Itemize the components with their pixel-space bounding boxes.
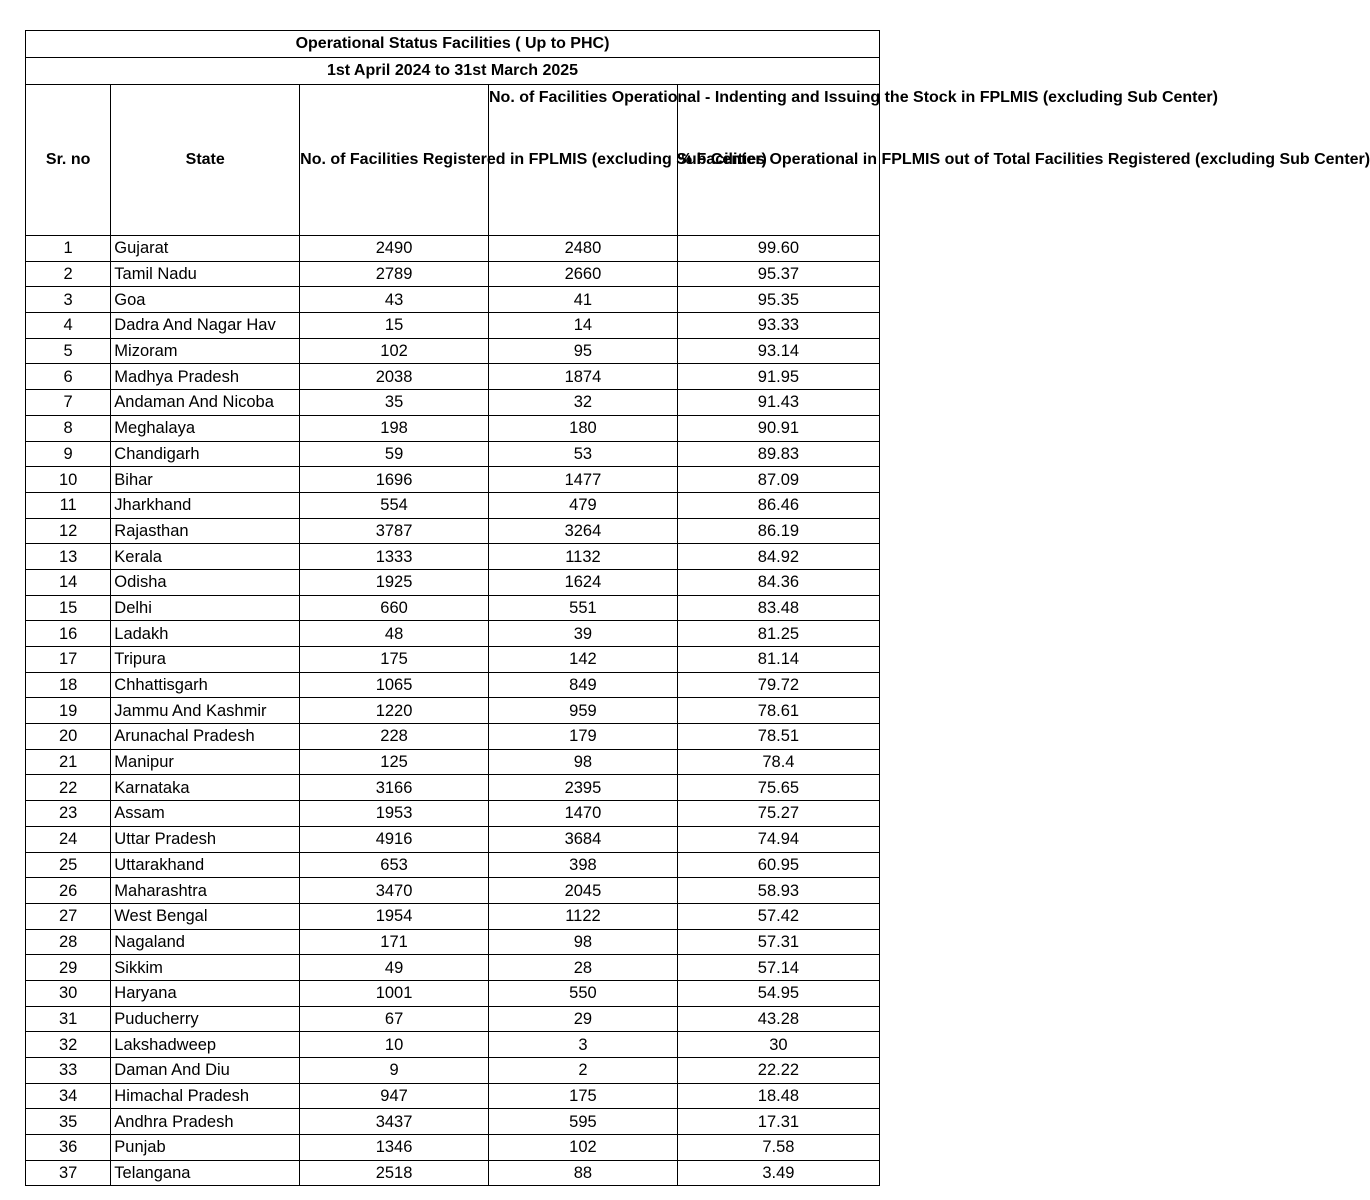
table-row (26, 826, 880, 852)
cell-state: Chhattisgarh (111, 672, 300, 698)
cell-operational: 550 (489, 980, 678, 1006)
cell-registered: 1696 (300, 467, 489, 493)
cell-sr-no: 16 (26, 621, 111, 647)
cell-sr-no: 30 (26, 980, 111, 1006)
cell-sr-no: 15 (26, 595, 111, 621)
cell-registered: 10 (300, 1032, 489, 1058)
cell-registered: 1001 (300, 980, 489, 1006)
table-row (26, 878, 880, 904)
cell-state: Arunachal Pradesh (111, 724, 300, 750)
cell-sr-no: 35 (26, 1109, 111, 1135)
table-row (26, 338, 880, 364)
cell-sr-no: 24 (26, 826, 111, 852)
cell-state: Meghalaya (111, 415, 300, 441)
cell-sr-no: 36 (26, 1135, 111, 1161)
cell-registered: 2490 (300, 236, 489, 262)
cell-registered: 198 (300, 415, 489, 441)
cell-state: Jammu And Kashmir (111, 698, 300, 724)
cell-operational: 179 (489, 724, 678, 750)
table-row (26, 1160, 880, 1186)
cell-operational: 551 (489, 595, 678, 621)
cell-state: Punjab (111, 1135, 300, 1161)
table-row (26, 621, 880, 647)
cell-registered: 48 (300, 621, 489, 647)
cell-sr-no: 2 (26, 261, 111, 287)
cell-percent: 7.58 (677, 1135, 879, 1161)
cell-sr-no: 5 (26, 338, 111, 364)
cell-registered: 175 (300, 647, 489, 673)
cell-state: Maharashtra (111, 878, 300, 904)
cell-percent: 54.95 (677, 980, 879, 1006)
cell-percent: 78.61 (677, 698, 879, 724)
cell-percent: 78.51 (677, 724, 879, 750)
cell-operational: 98 (489, 749, 678, 775)
cell-percent: 57.42 (677, 903, 879, 929)
cell-sr-no: 17 (26, 647, 111, 673)
table-row (26, 390, 880, 416)
table-row (26, 672, 880, 698)
header-percent: % Facilities Operational in FPLMIS out of Total Facilities Registered (excluding Sub Center) (677, 85, 879, 236)
cell-state: Haryana (111, 980, 300, 1006)
cell-percent: 3.49 (677, 1160, 879, 1186)
cell-sr-no: 3 (26, 287, 111, 313)
table-row (26, 955, 880, 981)
cell-operational: 3684 (489, 826, 678, 852)
table-row (26, 364, 880, 390)
cell-sr-no: 19 (26, 698, 111, 724)
cell-registered: 554 (300, 492, 489, 518)
cell-operational: 595 (489, 1109, 678, 1135)
cell-registered: 3166 (300, 775, 489, 801)
cell-state: Himachal Pradesh (111, 1083, 300, 1109)
cell-registered: 2038 (300, 364, 489, 390)
cell-percent: 90.91 (677, 415, 879, 441)
cell-operational: 28 (489, 955, 678, 981)
cell-percent: 99.60 (677, 236, 879, 262)
table-row (26, 852, 880, 878)
cell-percent: 91.95 (677, 364, 879, 390)
cell-percent: 60.95 (677, 852, 879, 878)
cell-state: Chandigarh (111, 441, 300, 467)
cell-percent: 75.65 (677, 775, 879, 801)
cell-percent: 86.46 (677, 492, 879, 518)
cell-operational: 102 (489, 1135, 678, 1161)
table-row (26, 749, 880, 775)
cell-registered: 3437 (300, 1109, 489, 1135)
table-title: Operational Status Facilities ( Up to PHC) (26, 31, 880, 58)
cell-sr-no: 26 (26, 878, 111, 904)
cell-percent: 75.27 (677, 801, 879, 827)
table-row (26, 1058, 880, 1084)
cell-percent: 95.35 (677, 287, 879, 313)
cell-operational: 2 (489, 1058, 678, 1084)
cell-sr-no: 27 (26, 903, 111, 929)
table-row (26, 595, 880, 621)
cell-registered: 660 (300, 595, 489, 621)
header-state: State (111, 85, 300, 236)
cell-registered: 1925 (300, 569, 489, 595)
cell-percent: 84.36 (677, 569, 879, 595)
cell-state: Goa (111, 287, 300, 313)
cell-operational: 3 (489, 1032, 678, 1058)
cell-sr-no: 14 (26, 569, 111, 595)
cell-operational: 2045 (489, 878, 678, 904)
cell-sr-no: 28 (26, 929, 111, 955)
cell-state: Uttar Pradesh (111, 826, 300, 852)
cell-registered: 49 (300, 955, 489, 981)
cell-percent: 22.22 (677, 1058, 879, 1084)
cell-percent: 57.31 (677, 929, 879, 955)
cell-sr-no: 18 (26, 672, 111, 698)
cell-operational: 142 (489, 647, 678, 673)
table-row (26, 647, 880, 673)
cell-registered: 171 (300, 929, 489, 955)
table-row (26, 903, 880, 929)
table-row (26, 313, 880, 339)
cell-state: Andaman And Nicoba (111, 390, 300, 416)
cell-operational: 849 (489, 672, 678, 698)
cell-registered: 59 (300, 441, 489, 467)
cell-percent: 79.72 (677, 672, 879, 698)
table-row (26, 775, 880, 801)
cell-percent: 89.83 (677, 441, 879, 467)
cell-sr-no: 9 (26, 441, 111, 467)
cell-percent: 43.28 (677, 1006, 879, 1032)
cell-registered: 43 (300, 287, 489, 313)
cell-state: Andhra Pradesh (111, 1109, 300, 1135)
cell-state: Ladakh (111, 621, 300, 647)
cell-sr-no: 11 (26, 492, 111, 518)
cell-percent: 74.94 (677, 826, 879, 852)
cell-percent: 81.25 (677, 621, 879, 647)
cell-registered: 1065 (300, 672, 489, 698)
cell-operational: 479 (489, 492, 678, 518)
cell-operational: 95 (489, 338, 678, 364)
cell-registered: 9 (300, 1058, 489, 1084)
cell-state: Dadra And Nagar Hav (111, 313, 300, 339)
cell-sr-no: 22 (26, 775, 111, 801)
table-row (26, 492, 880, 518)
table-row (26, 415, 880, 441)
cell-registered: 947 (300, 1083, 489, 1109)
table-row (26, 929, 880, 955)
cell-registered: 1333 (300, 544, 489, 570)
cell-percent: 83.48 (677, 595, 879, 621)
cell-operational: 2660 (489, 261, 678, 287)
cell-registered: 228 (300, 724, 489, 750)
cell-registered: 1953 (300, 801, 489, 827)
cell-operational: 175 (489, 1083, 678, 1109)
cell-operational: 3264 (489, 518, 678, 544)
cell-operational: 2480 (489, 236, 678, 262)
cell-state: West Bengal (111, 903, 300, 929)
cell-percent: 86.19 (677, 518, 879, 544)
cell-operational: 1132 (489, 544, 678, 570)
cell-operational: 959 (489, 698, 678, 724)
table-row (26, 236, 880, 262)
cell-sr-no: 1 (26, 236, 111, 262)
cell-operational: 1470 (489, 801, 678, 827)
table-row (26, 441, 880, 467)
table-row (26, 261, 880, 287)
cell-registered: 1954 (300, 903, 489, 929)
cell-state: Tripura (111, 647, 300, 673)
table-period: 1st April 2024 to 31st March 2025 (26, 58, 880, 85)
cell-operational: 29 (489, 1006, 678, 1032)
cell-sr-no: 6 (26, 364, 111, 390)
table-row (26, 518, 880, 544)
cell-registered: 125 (300, 749, 489, 775)
cell-sr-no: 21 (26, 749, 111, 775)
cell-sr-no: 8 (26, 415, 111, 441)
cell-operational: 53 (489, 441, 678, 467)
cell-registered: 2518 (300, 1160, 489, 1186)
table-row (26, 467, 880, 493)
table-row (26, 1032, 880, 1058)
cell-state: Assam (111, 801, 300, 827)
table-row (26, 1006, 880, 1032)
cell-percent: 57.14 (677, 955, 879, 981)
cell-registered: 653 (300, 852, 489, 878)
cell-registered: 1346 (300, 1135, 489, 1161)
cell-percent: 95.37 (677, 261, 879, 287)
cell-state: Mizoram (111, 338, 300, 364)
cell-percent: 81.14 (677, 647, 879, 673)
cell-percent: 84.92 (677, 544, 879, 570)
cell-registered: 35 (300, 390, 489, 416)
cell-registered: 15 (300, 313, 489, 339)
cell-operational: 32 (489, 390, 678, 416)
cell-registered: 67 (300, 1006, 489, 1032)
cell-sr-no: 33 (26, 1058, 111, 1084)
cell-state: Delhi (111, 595, 300, 621)
cell-percent: 30 (677, 1032, 879, 1058)
cell-operational: 14 (489, 313, 678, 339)
cell-registered: 4916 (300, 826, 489, 852)
table-row (26, 1083, 880, 1109)
cell-state: Bihar (111, 467, 300, 493)
cell-state: Karnataka (111, 775, 300, 801)
cell-sr-no: 13 (26, 544, 111, 570)
cell-state: Kerala (111, 544, 300, 570)
table-row (26, 724, 880, 750)
cell-registered: 3470 (300, 878, 489, 904)
table-row (26, 544, 880, 570)
cell-state: Uttarakhand (111, 852, 300, 878)
cell-sr-no: 4 (26, 313, 111, 339)
cell-state: Manipur (111, 749, 300, 775)
cell-state: Puducherry (111, 1006, 300, 1032)
cell-sr-no: 37 (26, 1160, 111, 1186)
cell-state: Nagaland (111, 929, 300, 955)
cell-state: Lakshadweep (111, 1032, 300, 1058)
cell-sr-no: 34 (26, 1083, 111, 1109)
table-row (26, 980, 880, 1006)
cell-percent: 17.31 (677, 1109, 879, 1135)
table-row (26, 1109, 880, 1135)
facilities-table (25, 30, 1370, 1186)
cell-sr-no: 25 (26, 852, 111, 878)
cell-percent: 58.93 (677, 878, 879, 904)
cell-sr-no: 20 (26, 724, 111, 750)
cell-state: Daman And Diu (111, 1058, 300, 1084)
cell-sr-no: 29 (26, 955, 111, 981)
header-operational: No. of Facilities Operational - Indenting and Issuing the Stock in FPLMIS (excluding Sub Center) (489, 85, 678, 236)
cell-state: Telangana (111, 1160, 300, 1186)
cell-registered: 1220 (300, 698, 489, 724)
cell-state: Odisha (111, 569, 300, 595)
cell-operational: 398 (489, 852, 678, 878)
cell-operational: 2395 (489, 775, 678, 801)
cell-sr-no: 10 (26, 467, 111, 493)
cell-state: Rajasthan (111, 518, 300, 544)
cell-operational: 1874 (489, 364, 678, 390)
cell-operational: 88 (489, 1160, 678, 1186)
cell-percent: 78.4 (677, 749, 879, 775)
cell-operational: 41 (489, 287, 678, 313)
cell-operational: 39 (489, 621, 678, 647)
cell-sr-no: 23 (26, 801, 111, 827)
cell-registered: 3787 (300, 518, 489, 544)
table-row (26, 801, 880, 827)
cell-operational: 1122 (489, 903, 678, 929)
cell-sr-no: 12 (26, 518, 111, 544)
cell-state: Gujarat (111, 236, 300, 262)
cell-state: Sikkim (111, 955, 300, 981)
cell-operational: 1624 (489, 569, 678, 595)
table-row (26, 569, 880, 595)
cell-sr-no: 32 (26, 1032, 111, 1058)
cell-percent: 93.14 (677, 338, 879, 364)
cell-registered: 102 (300, 338, 489, 364)
cell-operational: 1477 (489, 467, 678, 493)
table-row (26, 698, 880, 724)
cell-operational: 98 (489, 929, 678, 955)
cell-sr-no: 31 (26, 1006, 111, 1032)
cell-percent: 87.09 (677, 467, 879, 493)
table-row (26, 1135, 880, 1161)
cell-registered: 2789 (300, 261, 489, 287)
header-sr-no: Sr. no (26, 85, 111, 236)
cell-percent: 93.33 (677, 313, 879, 339)
cell-state: Tamil Nadu (111, 261, 300, 287)
cell-percent: 18.48 (677, 1083, 879, 1109)
cell-operational: 180 (489, 415, 678, 441)
table-row (26, 287, 880, 313)
cell-state: Madhya Pradesh (111, 364, 300, 390)
cell-state: Jharkhand (111, 492, 300, 518)
cell-sr-no: 7 (26, 390, 111, 416)
header-registered: No. of Facilities Registered in FPLMIS (excluding Sub Center) (300, 85, 489, 236)
cell-percent: 91.43 (677, 390, 879, 416)
